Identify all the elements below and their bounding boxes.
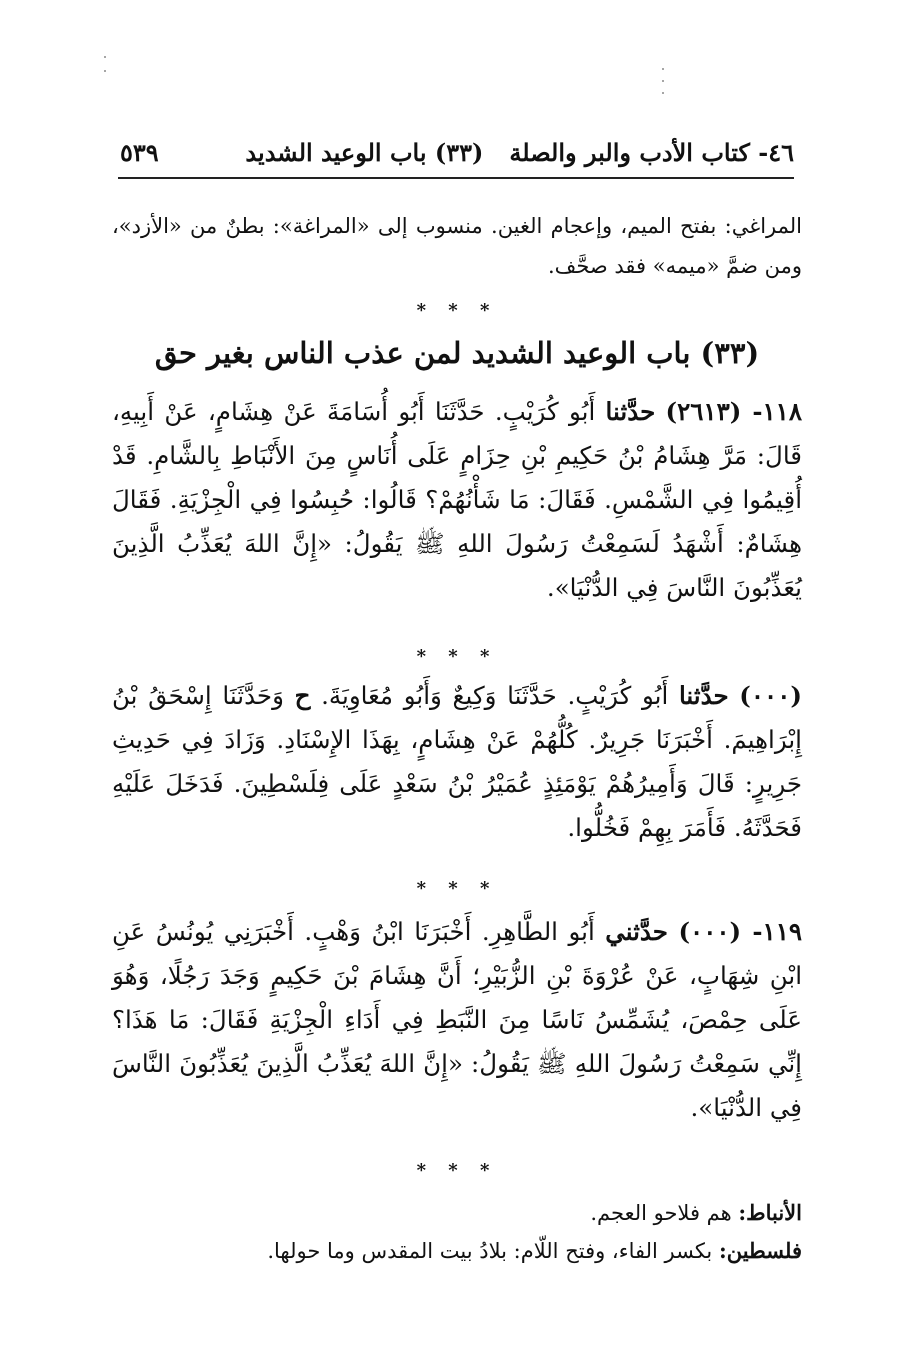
section-separator: * * * — [416, 1160, 498, 1181]
glossary-term: فلسطين: — [718, 1238, 802, 1263]
glossary-definition: هم فلاحو العجم. — [590, 1201, 732, 1225]
page-number: ٥٣٩ — [120, 138, 159, 167]
section-separator: * * * — [416, 300, 498, 321]
glossary — [112, 1194, 802, 1270]
header-chapter-title: (٣٣) باب الوعيد الشديد — [245, 138, 484, 167]
hadith-118 — [112, 390, 802, 610]
hadith-number: ١١٨- (٢٦١٣) — [665, 397, 802, 426]
running-header — [118, 134, 794, 180]
header-title — [245, 138, 794, 167]
top-note: المراغي: بفتح الميم، وإعجام الغين. منسوب إلى «المراغة»: بطنٌ من «الأزد»، ومن ضمَّ «ميمه» فقد صحَّف. — [112, 214, 802, 278]
hadith-number: ١١٩- (٠٠٠) — [678, 917, 803, 946]
hadith-text-continued: وَحَدَّثَنَا إِسْحَقُ بْنُ إِبْرَاهِيمَ. أَخْبَرَنَا جَرِيرٌ. كُلُّهُمْ عَنْ هِشَامٍ، بِهَذَا الإِسْنَادِ. وَزَادَ فِي حَدِيثِ جَرِيرٍ: قَالَ وَأَمِيرُهُمْ يَوْمَئِذٍ عُمَيْرُ بْنُ سَعْدٍ عَلَى فِلَسْطِينَ. فَدَخَلَ عَلَيْهِ فَحَدَّثَهُ. فَأَمَرَ بِهِمْ فَخُلُّوا. — [112, 681, 802, 842]
chapter-title: (٣٣) باب الوعيد الشديد لمن عذب الناس بغير حق — [154, 336, 760, 370]
glossary-term: الأنباط: — [738, 1200, 802, 1225]
tahwil-mark: ح — [294, 681, 311, 710]
hadith-118-variant — [112, 674, 802, 850]
scan-speck — [662, 92, 664, 94]
hadith-number: (٠٠٠) — [739, 681, 802, 710]
narration-lead: حدَّثنا — [678, 681, 729, 710]
glossary-definition: بكسر الفاء، وفتح اللّام: بلادُ بيت المقدس وما حولها. — [267, 1239, 713, 1263]
narration-lead: حدَّثنا — [605, 397, 656, 426]
header-rule — [118, 177, 794, 179]
scan-speck — [662, 80, 664, 82]
hadith-text: أَبُو الطَّاهِرِ. أَخْبَرَنَا ابْنُ وَهْبٍ. أَخْبَرَنِي يُونُسُ عَنِ ابْنِ شِهَابٍ، عَنْ عُرْوَةَ بْنِ الزُّبَيْرِ؛ أَنَّ هِشَامَ بْنَ حَكِيمٍ وَجَدَ رَجُلًا، وَهُوَ عَلَى حِمْصَ، يُشَمِّسُ نَاسًا مِنَ النَّبَطِ فِي أَدَاءِ الْجِزْيَةِ فَقَالَ: مَا هَذَا؟ إِنِّي سَمِعْتُ رَسُولَ اللهِ ﷺ يَقُولُ: «إِنَّ اللهَ يُعَذِّبُ الَّذِينَ يُعَذِّبُونَ النَّاسَ فِي الدُّنْيَا». — [112, 917, 802, 1122]
narration-lead: حدَّثني — [605, 917, 668, 946]
hadith-text: أَبُو كُرَيْبٍ. حَدَّثَنَا أَبُو أُسَامَةَ عَنْ هِشَامٍ، عَنْ أَبِيهِ، قَالَ: مَرَّ هِشَامُ بْنُ حَكِيمِ بْنِ حِزَامٍ عَلَى أُنَاسٍ مِنَ الأَنْبَاطِ بِالشَّامِ. قَدْ أُقِيمُوا فِي الشَّمْسِ. فَقَالَ: مَا شَأْنُهُمْ؟ قَالُوا: حُبِسُوا فِي الْجِزْيَةِ. فَقَالَ هِشَامٌ: أَشْهَدُ لَسَمِعْتُ رَسُولَ اللهِ ﷺ يَقُولُ: «إِنَّ اللهَ يُعَذِّبُ الَّذِينَ يُعَذِّبُونَ النَّاسَ فِي الدُّنْيَا». — [112, 397, 802, 602]
section-separator: * * * — [416, 646, 498, 667]
scan-speck — [104, 56, 106, 58]
glossary-entry — [112, 1232, 802, 1270]
section-separator: * * * — [416, 878, 498, 899]
header-book-title: ٤٦- كتاب الأدب والبر والصلة — [509, 138, 794, 167]
scan-speck — [104, 70, 106, 72]
hadith-text: أَبُو كُرَيْبٍ. حَدَّثَنَا وَكِيعٌ وَأَبُو مُعَاوِيَةَ. — [321, 681, 669, 710]
scan-speck — [662, 68, 664, 70]
glossary-entry — [112, 1194, 802, 1232]
hadith-119 — [112, 910, 802, 1130]
